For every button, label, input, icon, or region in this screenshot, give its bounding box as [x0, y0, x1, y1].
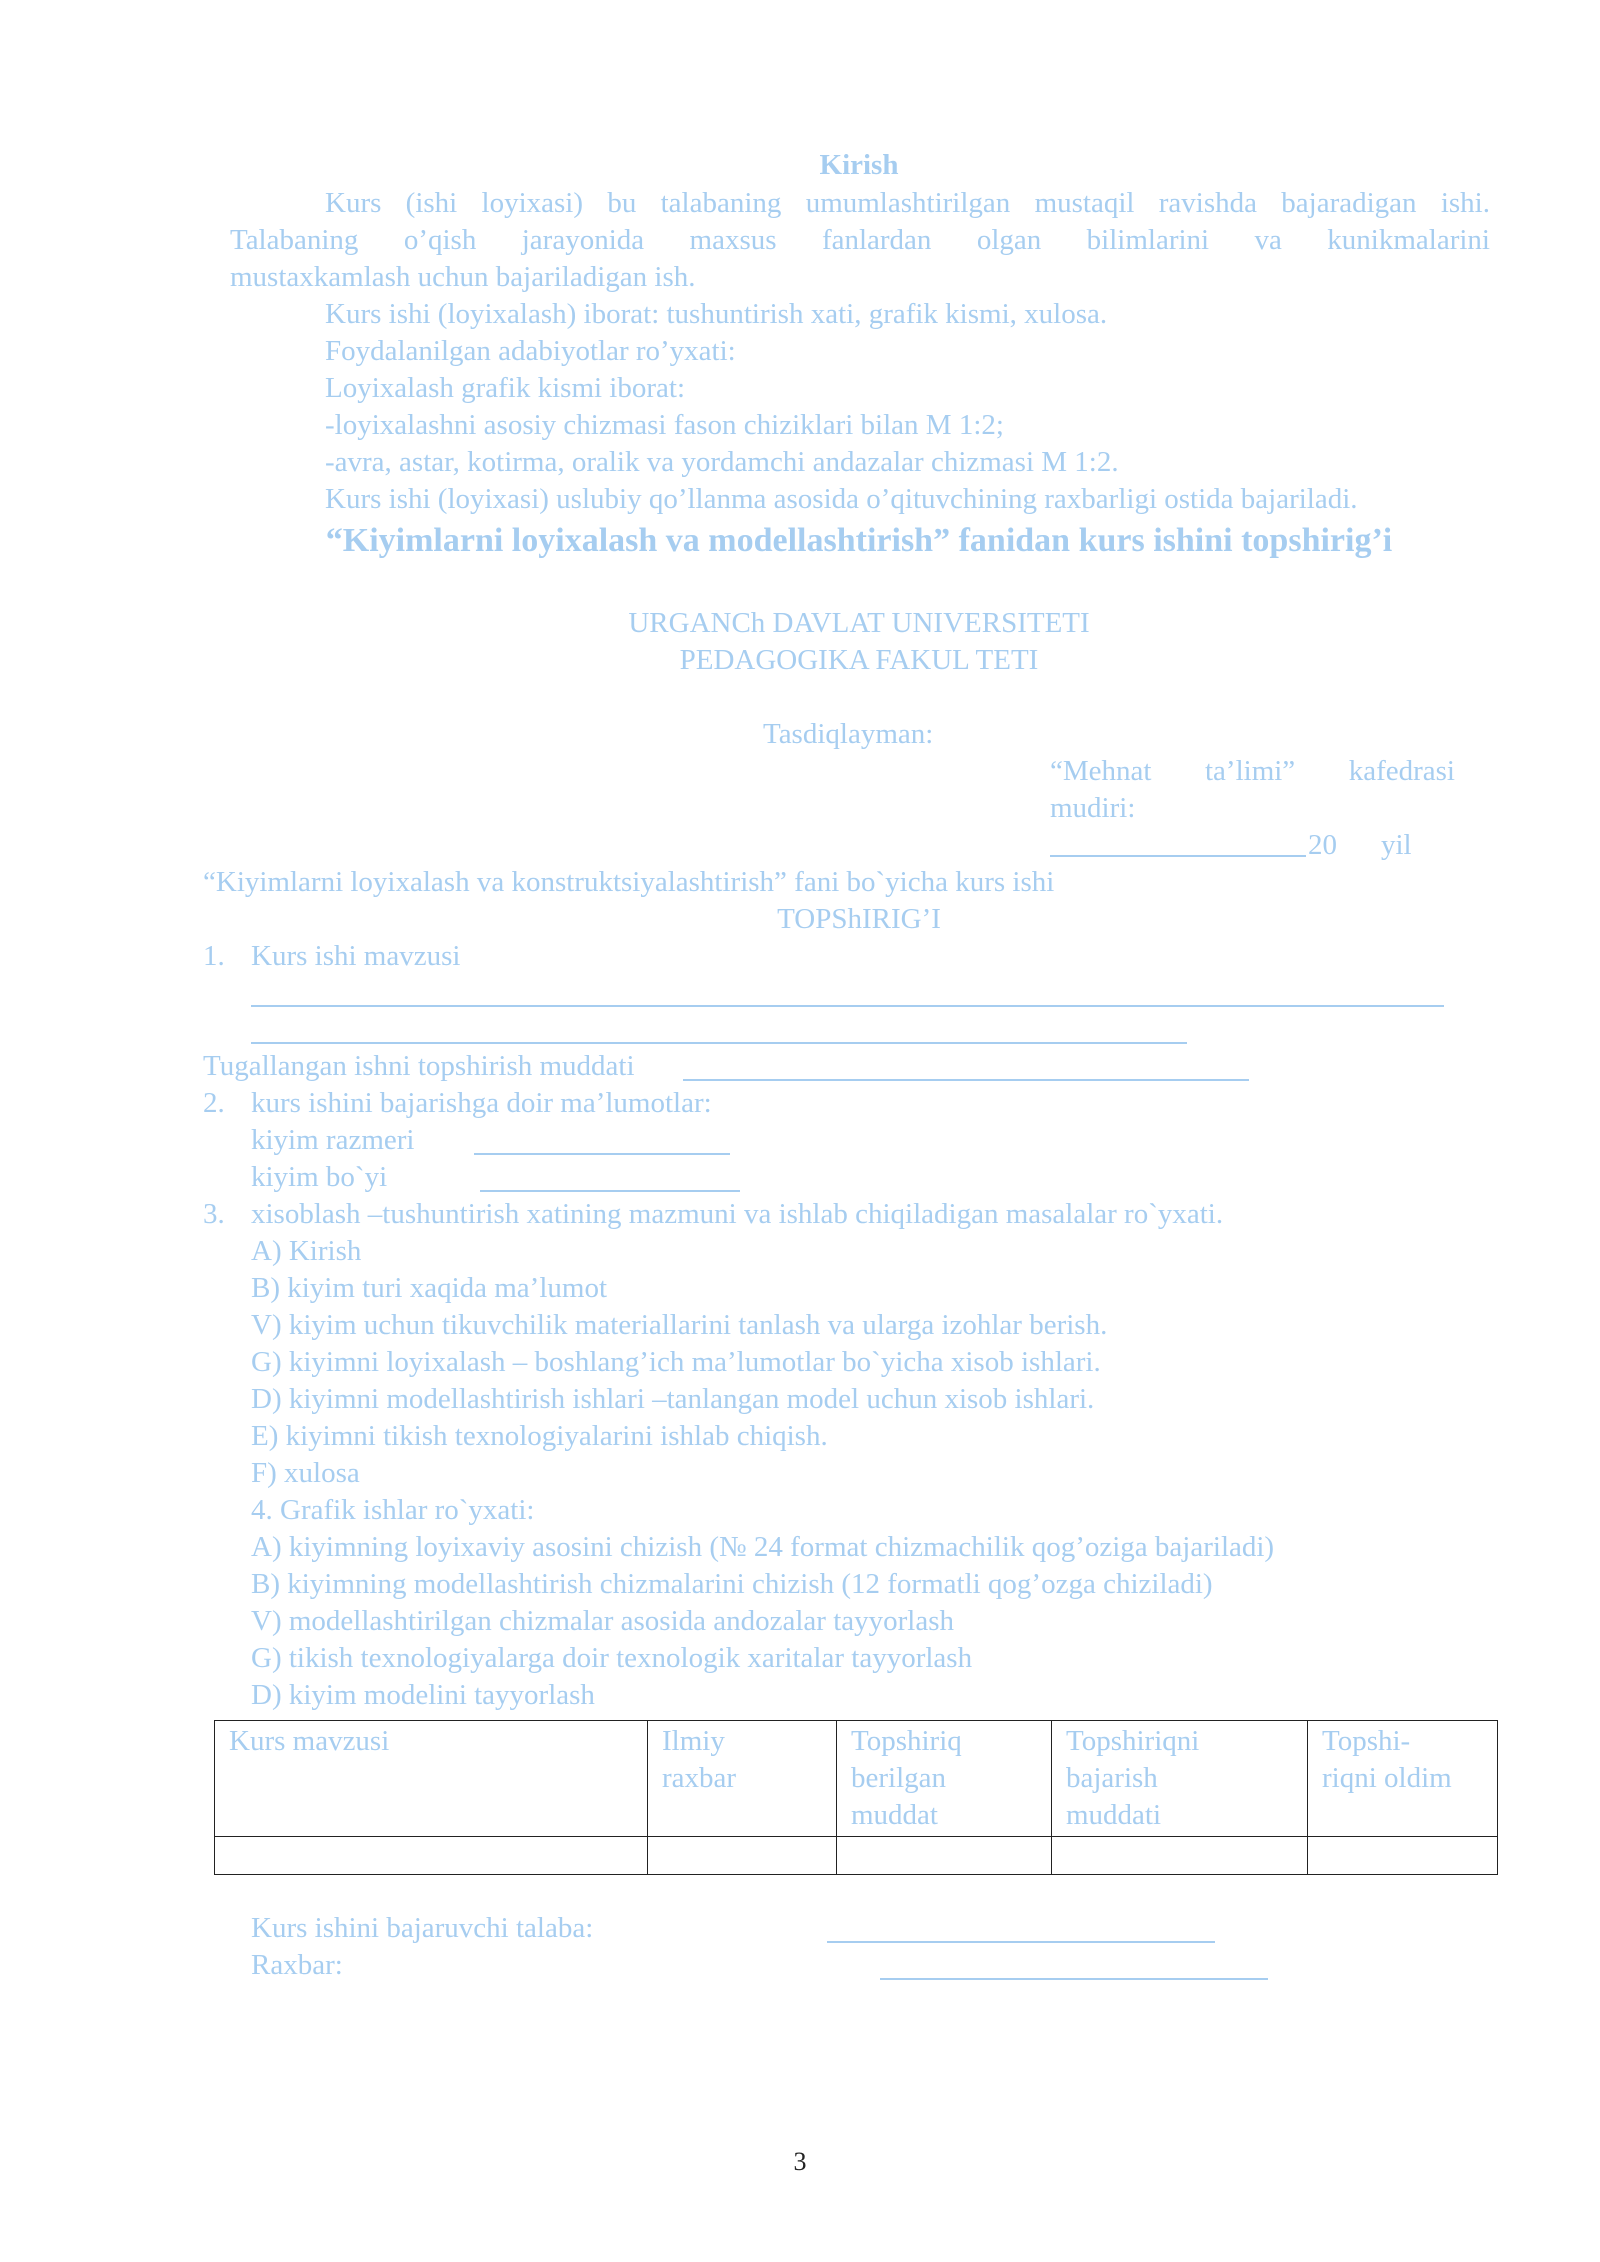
height-label: kiyim bo`yi — [251, 1161, 388, 1193]
intro-title: Kirish — [819, 149, 899, 181]
header-completion-date: Topshiriqni bajarish muddati — [1052, 1721, 1308, 1837]
assignment-table — [214, 1720, 1498, 1875]
topic-blank-line1[interactable] — [251, 1005, 1444, 1007]
intro-method-line: Kurs ishi (loyixasi) uslubiy qo’llanma asosida o’qituvchining raxbarligi ostida bajariladi. — [325, 483, 1358, 515]
item4-heading: 4. Grafik ishlar ro`yxati: — [251, 1494, 535, 1526]
task-subject: “Kiyimlarni loyixalash va konstruktsiyalashtirish” fani bo`yicha kurs ishi — [203, 866, 1055, 898]
topic-blank-line2[interactable] — [251, 1042, 1187, 1044]
student-label: Kurs ishini bajaruvchi talaba: — [251, 1912, 594, 1944]
deadline-blank[interactable] — [683, 1079, 1249, 1081]
item4-subitem: A) kiyimning loyixaviy asosini chizish (№ 24 format chizmachilik qog’oziga bajariladi) — [251, 1531, 1275, 1563]
deadline-label: Tugallangan ishni topshirish muddati — [203, 1050, 635, 1082]
item3-subitem: A) Kirish — [251, 1235, 362, 1267]
item3-number: 3. — [203, 1198, 225, 1230]
table-cell[interactable] — [648, 1837, 837, 1875]
item3-subitem: F) xulosa — [251, 1457, 360, 1489]
university-name: URGANCh DAVLAT UNIVERSITETI — [628, 607, 1090, 639]
approval-signature-blank[interactable] — [1050, 855, 1306, 857]
item2-text: kurs ishini bajarishga doir ma’lumotlar: — [251, 1087, 712, 1119]
item3-text: xisoblash –tushuntirish xatining mazmuni va ishlab chiqiladigan masalalar ro`yxati. — [251, 1198, 1224, 1230]
item3-subitem: B) kiyim turi xaqida ma’lumot — [251, 1272, 608, 1304]
intro-para1-line1: Kurs (ishi loyixasi) bu talabaning umumlashtirilgan mustaqil ravishda bajaradigan ishi. — [325, 187, 1490, 219]
size-blank[interactable] — [474, 1153, 730, 1155]
intro-item2-line: -avra, astar, kotirma, oralik va yordamchi andazalar chizmasi M 1:2. — [325, 446, 1119, 478]
size-label: kiyim razmeri — [251, 1124, 415, 1156]
table-cell[interactable] — [1052, 1837, 1308, 1875]
table-row — [215, 1837, 1498, 1875]
item4-subitem: V) modellashtirilgan chizmalar asosida andozalar tayyorlash — [251, 1605, 954, 1637]
height-blank[interactable] — [480, 1190, 740, 1192]
page-number: 3 — [793, 2147, 807, 2176]
item1-text: Kurs ishi mavzusi — [251, 940, 461, 972]
header-topic: Kurs mavzusi — [215, 1721, 648, 1837]
approval-head-line2: mudiri: — [1050, 792, 1136, 824]
approval-head-line1: “Mehnat ta’limi” kafedrasi — [1050, 755, 1455, 787]
supervisor-label: Raxbar: — [251, 1949, 343, 1981]
item3-subitem: V) kiyim uchun tikuvchilik materiallarini tanlash va ularga izohlar berish. — [251, 1309, 1108, 1341]
intro-literature-line: Foydalanilgan adabiyotlar ro’yxati: — [325, 335, 736, 367]
table-cell[interactable] — [1308, 1837, 1498, 1875]
intro-para1-line3: mustaxkamlash uchun bajariladigan ish. — [230, 261, 696, 293]
approval-label: Tasdiqlayman: — [763, 718, 934, 750]
intro-structure-line: Kurs ishi (loyixalash) iborat: tushuntirish xati, grafik kismi, xulosa. — [325, 298, 1108, 330]
assignment-heading: “Kiyimlarni loyixalash va modellashtirish” fanidan kurs ishini topshirig’i — [325, 522, 1393, 559]
table-header-row — [215, 1721, 1498, 1837]
header-supervisor: Ilmiy raxbar — [648, 1721, 837, 1837]
intro-graphic-line: Loyixalash grafik kismi iborat: — [325, 372, 686, 404]
approval-date-suffix: yil — [1381, 829, 1412, 861]
table-cell[interactable] — [215, 1837, 648, 1875]
item3-subitem: G) kiyimni loyixalash – boshlang’ich ma’lumotlar bo`yicha xisob ishlari. — [251, 1346, 1101, 1378]
item3-subitem: D) kiyimni modellashtirish ishlari –tanlangan model uchun xisob ishlari. — [251, 1383, 1095, 1415]
table-cell[interactable] — [837, 1837, 1052, 1875]
item1-number: 1. — [203, 940, 225, 972]
faculty-name: PEDAGOGIKA FAKUL TETI — [679, 644, 1039, 676]
item4-subitem: D) kiyim modelini tayyorlash — [251, 1679, 595, 1711]
item2-number: 2. — [203, 1087, 225, 1119]
item4-subitem: B) kiyimning modellashtirish chizmalarini chizish (12 formatli qog’ozga chiziladi) — [251, 1568, 1213, 1600]
intro-para1-line2: Talabaning o’qish jarayonida maxsus fanlardan olgan bilimlarini va kunikmalarini — [230, 224, 1490, 256]
item3-subitem: E) kiyimni tikish texnologiyalarini ishlab chiqish. — [251, 1420, 828, 1452]
item4-subitem: G) tikish texnologiyalarga doir texnologik xaritalar tayyorlash — [251, 1642, 973, 1674]
intro-item1-line: -loyixalashni asosiy chizmasi fason chiziklari bilan M 1:2; — [325, 409, 1004, 441]
header-issued-date: Topshiriq berilgan muddat — [837, 1721, 1052, 1837]
supervisor-signature-blank[interactable] — [880, 1978, 1268, 1980]
approval-date-year: 20 — [1308, 829, 1337, 861]
student-signature-blank[interactable] — [827, 1941, 1215, 1943]
task-title: TOPShIRIG’I — [777, 903, 941, 935]
header-received: Topshi- riqni oldim — [1308, 1721, 1498, 1837]
